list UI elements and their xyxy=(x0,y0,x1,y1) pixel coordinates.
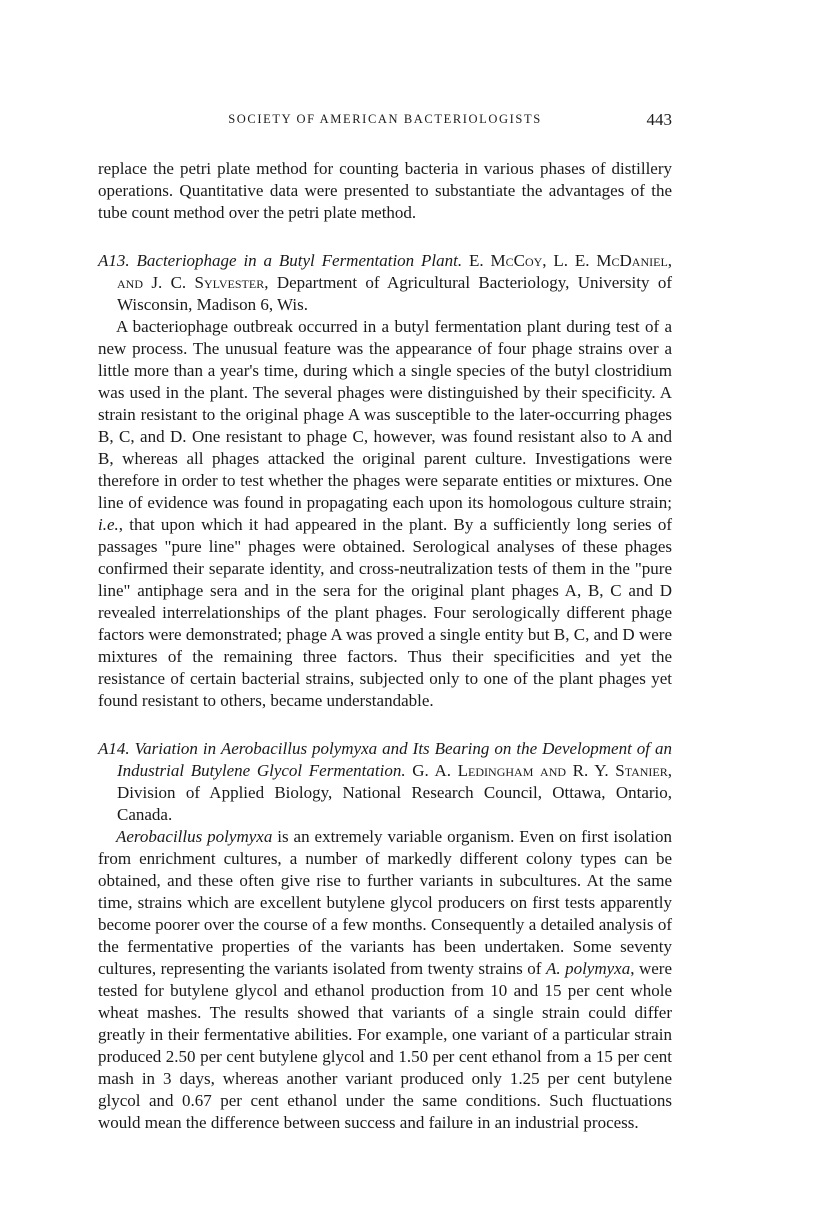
abstract-a14-title: Variation in Aerobacillus polymyxa and Its Bearing on the Development of an Industrial Butylene Glycol Fermentation. xyxy=(117,739,673,780)
abstract-a14-number: A14. xyxy=(98,739,130,758)
running-title: SOCIETY OF AMERICAN BACTERIOLOGISTS xyxy=(228,112,542,126)
abstract-a14-body-part1: is an extremely variable organism. Even on first isolation from enrichment cultures, a number of markedly different colony types can be obtained, and these often give rise to further variants in subcultures. At the same time, strains which are excellent butylene glycol producers on first tests apparently become poorer over the course of a few months. Consequently a detailed analysis of the fermentative properties of the variants has been undertaken. Some seventy cultures, representing the variants isolated from twenty strains of xyxy=(98,827,672,978)
abstract-a14-heading xyxy=(98,738,672,826)
abstract-a13-affiliation: Department of Agricultural Bacteriology, University of Wisconsin, Madison 6, Wis. xyxy=(117,273,673,314)
abstract-a13-number: A13. xyxy=(98,251,130,270)
abstract-a13-body-ie: i.e. xyxy=(98,515,119,534)
abstract-a13-title: Bacteriophage in a Butyl Fermentation Plant. xyxy=(136,251,463,270)
page-number: 443 xyxy=(646,110,672,129)
abstract-a13 xyxy=(98,250,672,712)
abstract-a14-species-short: A. polymyxa xyxy=(545,959,631,978)
abstract-a14-affiliation: Division of Applied Biology, National Research Council, Ottawa, Ontario, Canada. xyxy=(117,783,672,824)
abstract-a13-body-part2: , that upon which it had appeared in the plant. By a sufficiently long series of passages "pure line" phages were obtained. Serological analyses of these phages confirmed their separate identity, and cross-neutralization tests of them in the "pure line" antiphage sera and in the sera for the original plant phages A, B, C and D revealed interrelationships of the plant phages. Four serologically different phage factors were demonstrated; phage A was proved a single entity but B, C, and D were mixtures of the remaining three factors. Thus their specificities and yet the resistance of certain bacterial strains, subjected only to one of the plant phages yet found resistant to others, became understandable. xyxy=(98,515,672,710)
abstract-a14-body xyxy=(98,826,672,1134)
abstract-a13-heading xyxy=(98,250,672,316)
abstract-a14-body-part2: , were tested for butylene glycol and ethanol production from 10 and 15 per cent whole wheat mashes. The results showed that variants of a single strain could differ greatly in their fermentative abilities. For example, one variant of a particular strain produced 2.50 per cent butylene glycol and 1.50 per cent ethanol from a 15 per cent mash in 3 days, whereas another variant produced only 1.25 per cent butylene glycol and 0.67 per cent ethanol under the same conditions. Such fluctuations would mean the difference between success and failure in an industrial process. xyxy=(98,959,673,1132)
abstract-a14-authors: G. A. Ledingham and R. Y. Stanier, xyxy=(412,761,673,780)
abstract-a13-authors: E. McCoy, L. E. McDaniel, and J. C. Sylvester, xyxy=(117,251,673,292)
running-header xyxy=(98,112,672,134)
abstract-a13-body-part1: A bacteriophage outbreak occurred in a butyl fermentation plant during test of a new process. The unusual feature was the appearance of four phage strains over a little more than a year's time, during which a single species of the butyl clostridium was used in the plant. The several phages were distinguished by their specificity. A strain resistant to the original phage A was susceptible to the later-occurring phages B, C, and D. One resistant to phage C, however, was found resistant also to A and B, whereas all phages attacked the original parent culture. Investigations were therefore in order to test whether the phages were separate entities or mixtures. One line of evidence was found in propagating each upon its homologous culture strain; xyxy=(98,317,672,512)
continuation-paragraph: replace the petri plate method for counting bacteria in various phases of distillery operations. Quantitative data were presented to substantiate the advantages of the tube count method over the petri plate method. xyxy=(98,159,672,222)
abstract-a14-species: Aerobacillus polymyxa xyxy=(116,827,273,846)
journal-page xyxy=(98,112,672,1134)
abstract-a14 xyxy=(98,738,672,1134)
abstract-a13-body xyxy=(98,316,672,712)
